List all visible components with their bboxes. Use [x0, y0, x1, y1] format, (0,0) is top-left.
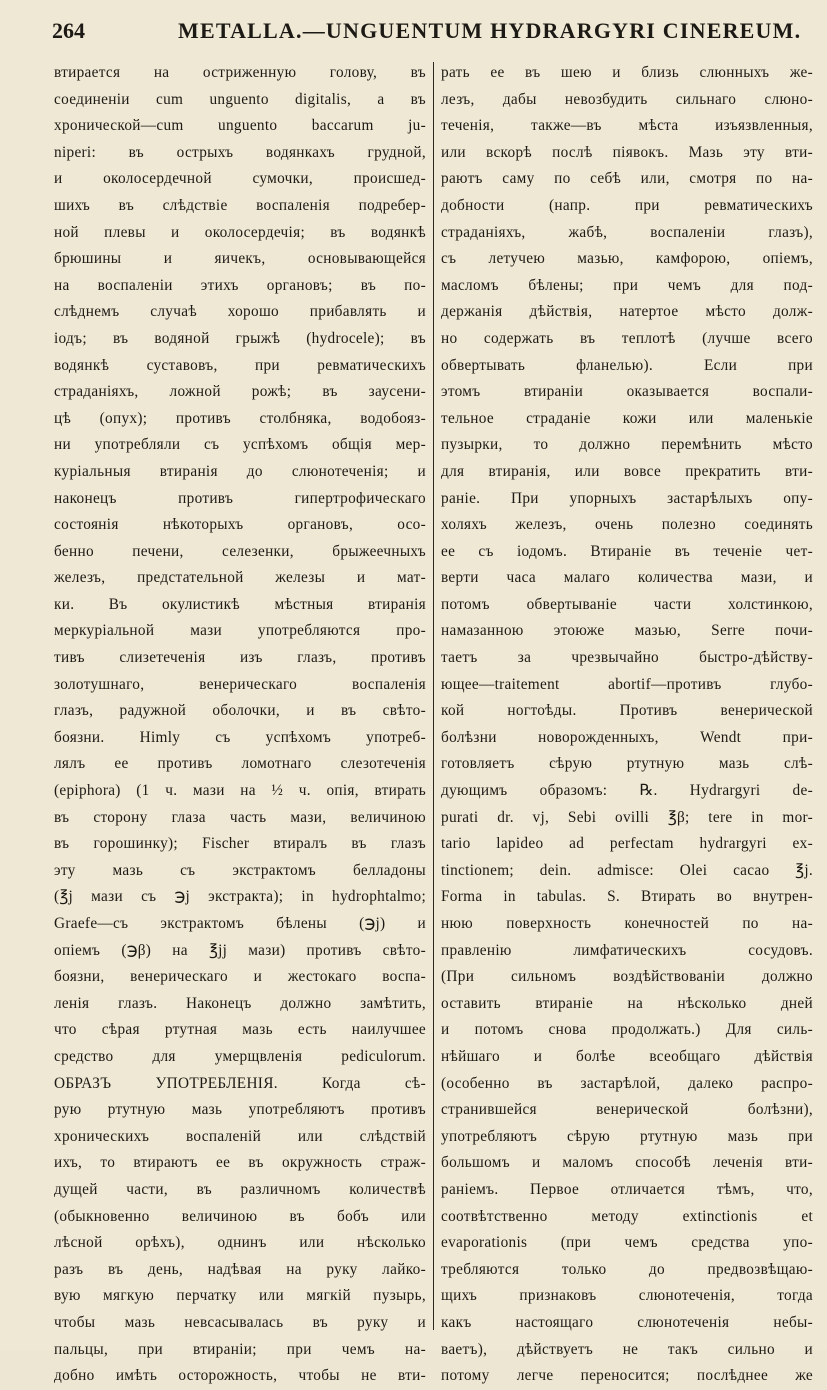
text-line: ранiемъ. Первое отличается тѣмъ, что,: [441, 1180, 813, 1198]
text-line: рать ее въ шею и близь слюнныхъ же-: [441, 64, 813, 81]
text-line: обвертывать фланелью). Если при: [441, 356, 813, 374]
text-line: потому легче переносится; послѣднее же: [441, 1367, 813, 1385]
text-line: средство для умерщвленiя pediculorum.: [54, 1047, 426, 1065]
text-line: тельное страданiе кожи или маленькiе: [441, 409, 813, 427]
text-line: или вскорѣ послѣ пiявокъ. Мазь эту вти-: [441, 143, 813, 161]
text-line: ленiя глазъ. Наконецъ должно замѣтить,: [54, 994, 426, 1012]
text-line: на воспаленiи этихъ органовъ; въ по-: [54, 276, 426, 294]
text-line: нюю поверхность конечностей по на-: [441, 915, 813, 932]
text-line: ваетъ), дѣйствуетъ не такъ сильно и: [441, 1340, 813, 1358]
text-line: съ летучею мазью, камфорою, опiемъ,: [441, 250, 813, 268]
text-line: ни употребляли съ успѣхомъ общiя мер-: [54, 436, 426, 454]
text-line: (℥j мази съ ℈j экстракта); in hydrophtalmo;: [54, 888, 426, 906]
page-number: 264: [52, 18, 85, 43]
text-line: purati dr. vj, Sebi ovilli ℥β; tere in mor-: [441, 808, 813, 826]
text-line: (особенно въ застарѣлой, далеко распро-: [441, 1074, 813, 1092]
text-line: брюшины и яичекъ, основывающейся: [54, 250, 426, 268]
text-line: лезъ, дабы невозбудить сильнаго слюно-: [441, 90, 813, 108]
text-line: держанiя дѣйствiя, натертое мѣсто долж-: [441, 303, 813, 321]
text-line: страданiяхъ, ложной рожѣ; въ заусени-: [54, 383, 426, 401]
text-line: болѣзни новорожденныхъ, Wendt при-: [441, 728, 813, 746]
text-line: лѣсной орѣхъ), однинъ или нѣсколько: [54, 1234, 426, 1252]
text-line: слѣднемъ случаѣ хорошо прибавлять и: [54, 303, 426, 321]
text-line: ее съ iодомъ. Втиранiе въ теченiе чет-: [441, 542, 813, 560]
text-line: эту мазь съ экстрактомъ белладоны: [54, 861, 426, 879]
text-line: соотвѣтственно методу extinctionis et: [441, 1207, 813, 1225]
page-header: [52, 18, 802, 48]
text-line: состоянiя нѣкоторыхъ органовъ, осо-: [54, 516, 426, 534]
text-line: боязни, венерическаго и жестокаго воспа-: [54, 968, 426, 986]
text-line: страданiяхъ, жабѣ, воспаленiи глазъ),: [441, 223, 813, 241]
text-line: правленiю лимфатическихъ сосудовъ.: [441, 941, 813, 959]
text-line: кой ногтоѣды. Противъ венерической: [441, 702, 813, 720]
text-line: (При сильномъ воздѣйствованiи должно: [441, 968, 813, 986]
text-line: втирается на остриженную голову, въ: [54, 64, 426, 81]
text-line: требляются только до предвозвѣщаю-: [441, 1260, 813, 1278]
text-line: ранiе. При упорныхъ застарѣлыхъ опу-: [441, 489, 813, 507]
text-line: дующимъ образомъ: ℞. Hydrargyri de-: [441, 782, 813, 800]
text-line: добности (напр. при ревматическихъ: [441, 196, 813, 214]
text-columns: [54, 60, 814, 1385]
text-line: ОБРАЗЪ УПОТРЕБЛЕНIЯ. Когда сѣ-: [54, 1074, 426, 1092]
text-line: вую мягкую перчатку или мягкiй пузырь,: [54, 1287, 426, 1305]
text-line: для втиранiя, или вовсе прекратить вти-: [441, 462, 813, 480]
text-line: рую ртутную мазь употребляютъ противъ: [54, 1101, 426, 1119]
text-line: пузырки, то должно перемѣнить мѣсто: [441, 436, 813, 454]
text-line: ки. Въ окулистикѣ мѣстныя втиранiя: [54, 595, 426, 613]
text-line: ихъ, то втираютъ ее въ окружность страж-: [54, 1154, 426, 1172]
text-line: iодъ; въ водяной грыжѣ (hydrocele); въ: [54, 329, 426, 347]
text-line: странившейся венерической болѣзни),: [441, 1101, 813, 1119]
text-line: разъ въ день, надѣвая на руку лайко-: [54, 1260, 426, 1278]
text-line: раютъ саму по себѣ или, смотря по на-: [441, 170, 813, 188]
text-line: ной плевы и околосердечiя; въ водянкѣ: [54, 223, 426, 241]
right-column: [441, 60, 813, 1390]
text-line: курiальныя втиранiя до слюнотеченiя; и: [54, 462, 426, 480]
text-line: водянкѣ суставовъ, при ревматическихъ: [54, 356, 426, 374]
text-line: верти часа малаго количества мази, и: [441, 569, 813, 587]
text-line: большомъ и маломъ способѣ леченiя вти-: [441, 1154, 813, 1172]
text-line: опiемъ (℈β) на ℥jj мази) противъ свѣто-: [54, 941, 426, 959]
text-line: хроническихъ воспаленiй или слѣдствiй: [54, 1127, 426, 1145]
text-line: въ сторону глаза часть мази, величиною: [54, 808, 426, 826]
text-line: ющее—traitement abortif—противъ глубо-: [441, 675, 813, 693]
text-line: теченiя, также—въ мѣста изъязвленныя,: [441, 117, 813, 135]
text-line: глазъ, радужной оболочки, и въ свѣто-: [54, 702, 426, 720]
text-line: (epiphora) (1 ч. мази на ½ ч. опiя, втирать: [54, 782, 426, 800]
text-line: намазанною этоюже мазью, Serre почи-: [441, 622, 813, 640]
text-line: и околосердечной сумочки, происшед-: [54, 170, 426, 188]
text-line: пальцы, при втиранiи; при чемъ на-: [54, 1340, 426, 1358]
text-line: Graefe—съ экстрактомъ бѣлены (℈j) и: [54, 915, 426, 932]
text-line: что сѣрая ртутная мазь есть наилучшее: [54, 1021, 426, 1039]
text-line: готовляетъ сѣрую ртутную мазь слѣ-: [441, 755, 813, 773]
text-line: таетъ за чрезвычайно быстро-дѣйству-: [441, 649, 813, 667]
text-line: шихъ въ слѣдствiе воспаленiя подребер-: [54, 196, 426, 214]
text-line: оставить втиранiе на нѣсколько дней: [441, 994, 813, 1012]
text-line: (обыкновенно величиною въ бобъ или: [54, 1207, 426, 1225]
text-line: холяхъ железъ, очень полезно соединять: [441, 516, 813, 534]
text-line: добно имѣть осторожность, чтобы не вти-: [54, 1367, 426, 1385]
text-line: тивъ слизетеченiя изъ глазъ, противъ: [54, 649, 426, 667]
text-line: чтобы мазь невсасывалась въ руку и: [54, 1313, 426, 1331]
text-line: боязни. Himly съ успѣхомъ употреб-: [54, 728, 426, 746]
text-line: нѣйшаго и болѣе всеобщаго дѣйствiя: [441, 1047, 813, 1065]
text-line: соединенiи cum unguento digitalis, а въ: [54, 90, 426, 108]
text-line: Forma in tabulas. S. Втирать во внутрен-: [441, 888, 813, 906]
text-line: наконецъ противъ гипертрофическаго: [54, 489, 426, 507]
text-line: бенно печени, селезенки, брыжеечныхъ: [54, 542, 426, 560]
text-line: этомъ втиранiи оказывается воспали-: [441, 383, 813, 401]
text-line: лялъ ее противъ ломотнаго слезотеченiя: [54, 755, 426, 773]
text-line: употребляютъ сѣрую ртутную мазь при: [441, 1127, 813, 1145]
text-line: но содержать въ теплотѣ (лучше всего: [441, 329, 813, 347]
left-column: [54, 60, 426, 1390]
text-line: щихъ признаковъ слюнотеченiя, тогда: [441, 1287, 813, 1305]
running-title: METALLA.—UNGUENTUM HYDRARGYRI CINEREUM.: [178, 18, 802, 43]
text-line: tinctionem; dein. admisce: Olei cacao ℥j.: [441, 861, 813, 879]
text-line: въ горошинку); Fischer втиралъ въ глазъ: [54, 835, 426, 853]
text-line: какъ настоящаго слюнотеченiя небы-: [441, 1313, 813, 1331]
text-line: evaporationis (при чемъ средства упо-: [441, 1234, 813, 1252]
text-line: цѣ (опух); противъ столбняка, водобояз-: [54, 409, 426, 427]
text-line: масломъ бѣлены; при чемъ для под-: [441, 276, 813, 294]
text-line: меркурiальной мази употребляются про-: [54, 622, 426, 640]
text-line: tario lapideo ad perfectam hydrargyri ex-: [441, 835, 813, 853]
text-line: и потомъ снова продолжать.) Для силь-: [441, 1021, 813, 1039]
text-line: niperi: въ острыхъ водянкахъ грудной,: [54, 143, 426, 161]
text-line: золотушнаго, венерическаго воспаленiя: [54, 675, 426, 693]
text-line: хронической—cum unguento baccarum ju-: [54, 117, 426, 135]
text-line: дущей части, въ различномъ количествѣ: [54, 1180, 426, 1198]
text-line: потомъ обвертыванiе части холстинкою,: [441, 595, 813, 613]
text-line: железъ, предстательной железы и мат-: [54, 569, 426, 587]
